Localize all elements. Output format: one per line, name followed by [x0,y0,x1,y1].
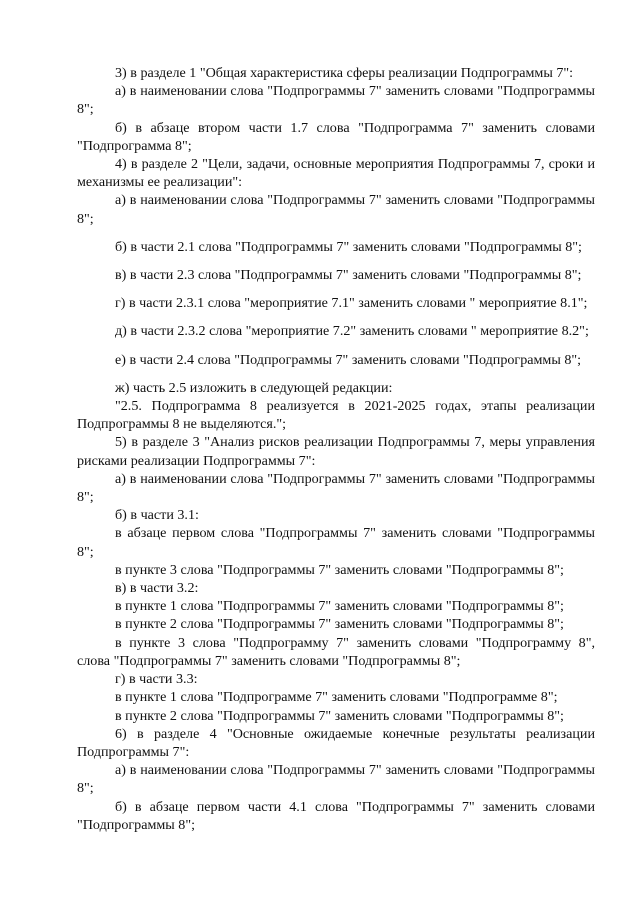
subitem-b: б) в абзаце втором части 1.7 слова "Подпрограмма 7" заменить словами "Подпрограмма 8"; [77,119,595,154]
item-section-3: 5) в разделе 3 "Анализ рисков реализации Подпрограммы 7, меры управления рисками реализации Подпрограммы 7": [77,434,595,469]
subitem-a: а) в наименовании слова "Подпрограммы 7" заменить словами "Подпрограммы 8"; [77,83,595,118]
subitem-g: г) в части 3.3: [115,671,198,688]
subitem-v: в) в части 3.2: [115,580,199,597]
clause-text: в пункте 1 слова "Подпрограммы 7" заменить словами "Подпрограммы 8"; [115,598,564,615]
document-page [77,64,595,834]
clause-text: в пункте 2 слова "Подпрограммы 7" заменить словами "Подпрограммы 8"; [115,616,564,633]
item-section-1: 3) в разделе 1 "Общая характеристика сферы реализации Подпрограммы 7": [115,65,574,81]
subitem-b: б) в части 2.1 слова "Подпрограммы 7" заменить словами "Подпрограммы 8"; [115,238,582,255]
subitem-g: г) в части 2.3.1 слова "мероприятие 7.1" заменить словами " мероприятие 8.1"; [115,295,588,312]
quoted-text: "2.5. Подпрограмма 8 реализуется в 2021-2025 годах, этапы реализации Подпрограммы 8 не выделяются."; [77,398,595,433]
subitem-b: б) в части 3.1: [115,507,199,524]
subitem-a: а) в наименовании слова "Подпрограммы 7" заменить словами "Подпрограммы 8"; [77,762,595,797]
subitem-a: а) в наименовании слова "Подпрограммы 7" заменить словами "Подпрограммы 8"; [77,470,595,506]
clause-text: в пункте 3 слова "Подпрограмму 7" заменить словами "Подпрограмму 8", слова "Подпрограммы 7" заменить словами "Подпрограммы 8"; [77,634,595,669]
subitem-v: в) в части 2.3 слова "Подпрограммы 7" заменить словами "Подпрограммы 8"; [115,267,582,284]
subitem-e: е) в части 2.4 слова "Подпрограммы 7" заменить словами "Подпрограммы 8"; [115,351,582,368]
item-section-2: 4) в разделе 2 "Цели, задачи, основные мероприятия Подпрограммы 7, сроки и механизмы ее реализации": [77,156,595,191]
subitem-a: а) в наименовании слова "Подпрограммы 7" заменить словами "Подпрограммы 8"; [77,192,595,227]
item-section-4: 6) в разделе 4 "Основные ожидаемые конечные результаты реализации Подпрограммы 7": [77,725,595,760]
clause-text: в абзаце первом слова "Подпрограммы 7" заменить словами "Подпрограммы 8"; [77,525,595,560]
subitem-zh: ж) часть 2.5 изложить в следующей редакции: [115,379,393,396]
clause-text: в пункте 1 слова "Подпрограмме 7" заменить словами "Подпрограмме 8"; [115,689,558,706]
clause-text: в пункте 3 слова "Подпрограммы 7" заменить словами "Подпрограммы 8"; [115,561,564,578]
clause-text: в пункте 2 слова "Подпрограммы 7" заменить словами "Подпрограммы 8"; [115,707,564,724]
subitem-d: д) в части 2.3.2 слова "мероприятие 7.2" заменить словами " мероприятие 8.2"; [115,323,589,340]
subitem-b: б) в абзаце первом части 4.1 слова "Подпрограммы 7" заменить словами "Подпрограммы 8"; [77,798,595,833]
